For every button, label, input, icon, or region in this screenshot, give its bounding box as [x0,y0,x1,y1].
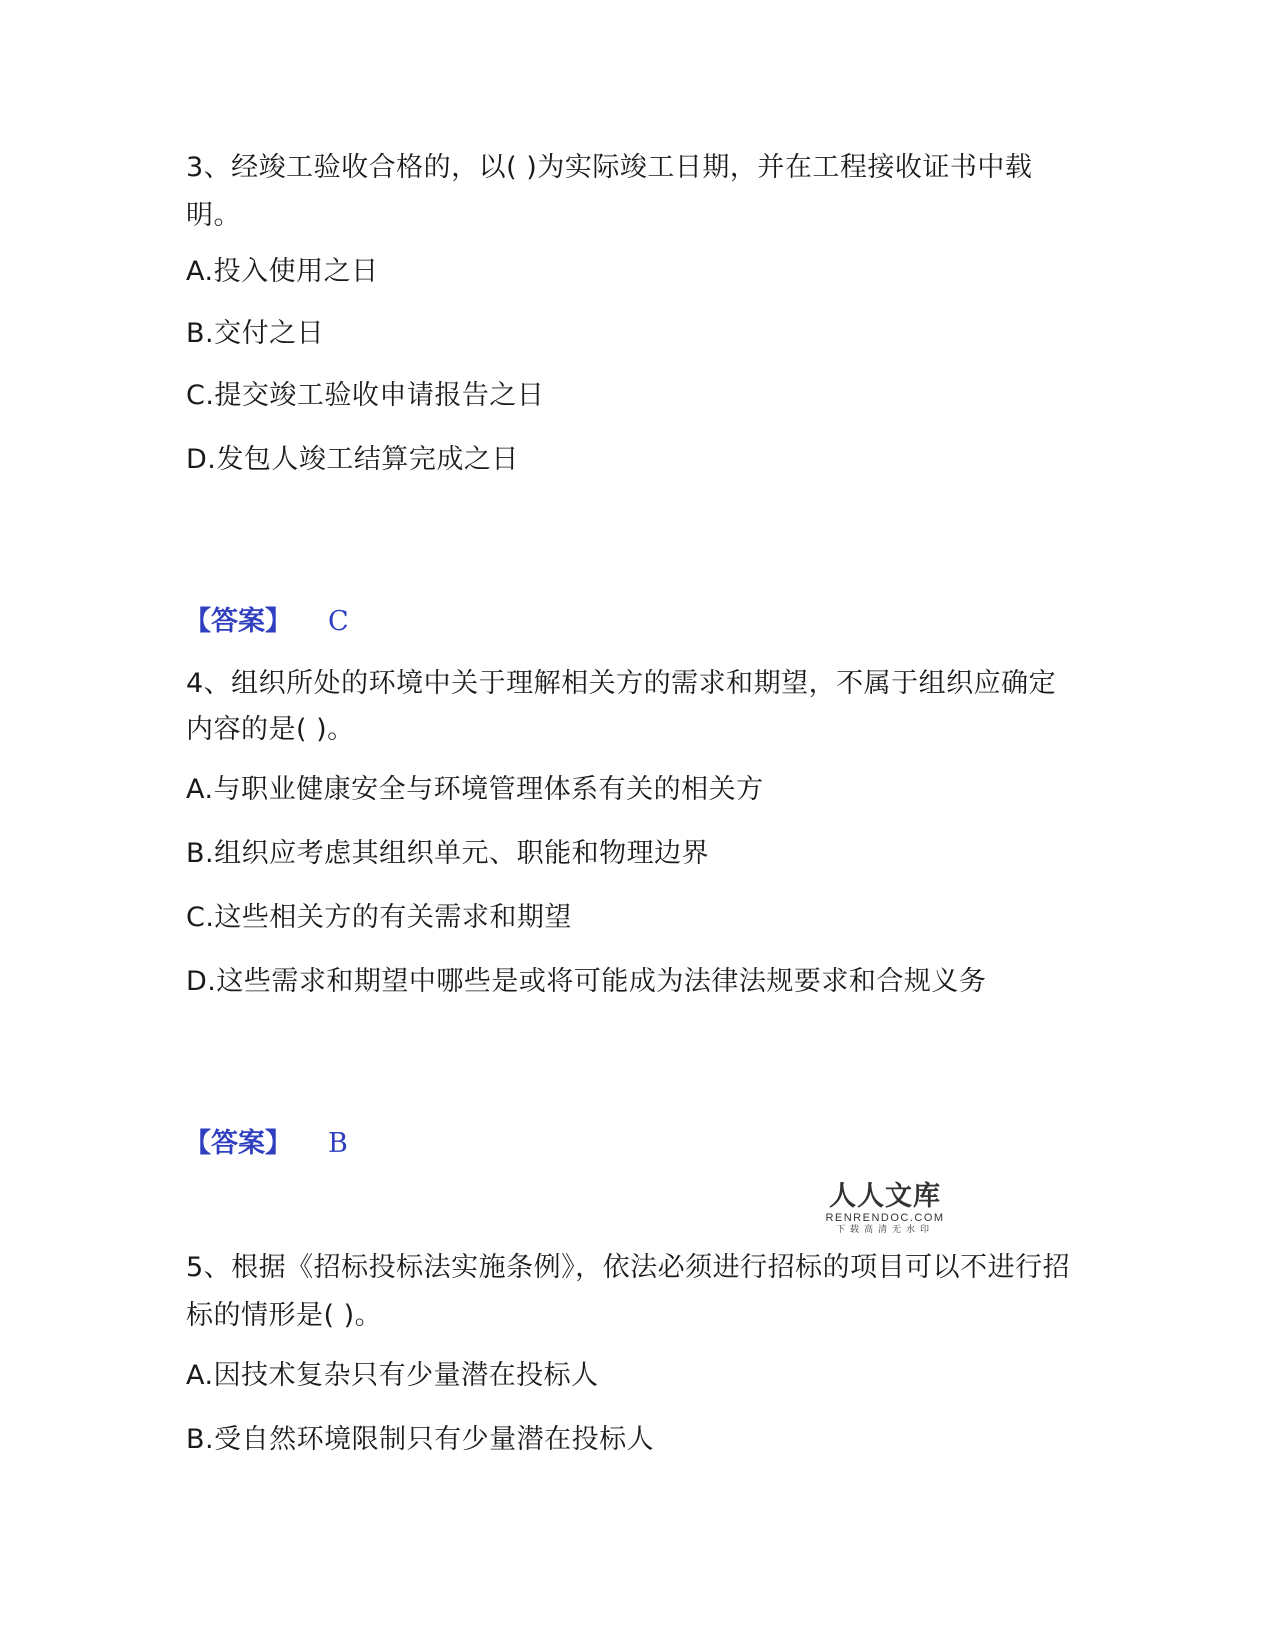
answer-4-label: 【答案】 [184,1128,292,1159]
question-3-option-c: C.提交竣工验收申请报告之日 [186,380,545,411]
watermark-tagline: 下载高清无水印 [835,1225,934,1235]
question-3-line-2: 明。 [186,200,241,231]
answer-3-value: C [328,606,349,637]
question-4-option-c: C.这些相关方的有关需求和期望 [186,902,572,933]
question-5-option-a: A.因技术复杂只有少量潜在投标人 [186,1360,599,1391]
watermark-title: 人人文库 [829,1181,941,1212]
watermark-domain: RENRENDOC.COM [825,1212,945,1224]
question-5-line-1: 5、根据《招标投标法实施条例》，依法必须进行招标的项目可以不进行招 [186,1252,1071,1283]
question-3-option-b: B.交付之日 [186,318,325,349]
question-4-line-2: 内容的是( )。 [186,714,355,745]
question-5-line-2: 标的情形是( )。 [186,1300,383,1331]
question-4-option-b: B.组织应考虑其组织单元、职能和物理边界 [186,838,710,869]
question-4-option-d: D.这些需求和期望中哪些是或将可能成为法律法规要求和合规义务 [186,966,987,997]
renrendoc-watermark-logo [820,1182,950,1236]
question-4-line-1: 4、组织所处的环境中关于理解相关方的需求和期望，不属于组织应确定 [186,668,1057,699]
question-3-option-a: A.投入使用之日 [186,256,379,287]
answer-3 [184,602,349,642]
answer-4 [184,1124,348,1164]
answer-4-value: B [328,1128,348,1159]
question-5-option-b: B.受自然环境限制只有少量潜在投标人 [186,1424,655,1455]
question-3-line-1: 3、经竣工验收合格的，以( )为实际竣工日期，并在工程接收证书中载 [186,152,1033,183]
question-3-option-d: D.发包人竣工结算完成之日 [186,444,519,475]
question-4-option-a: A.与职业健康安全与环境管理体系有关的相关方 [186,774,764,805]
answer-3-label: 【答案】 [184,606,292,637]
